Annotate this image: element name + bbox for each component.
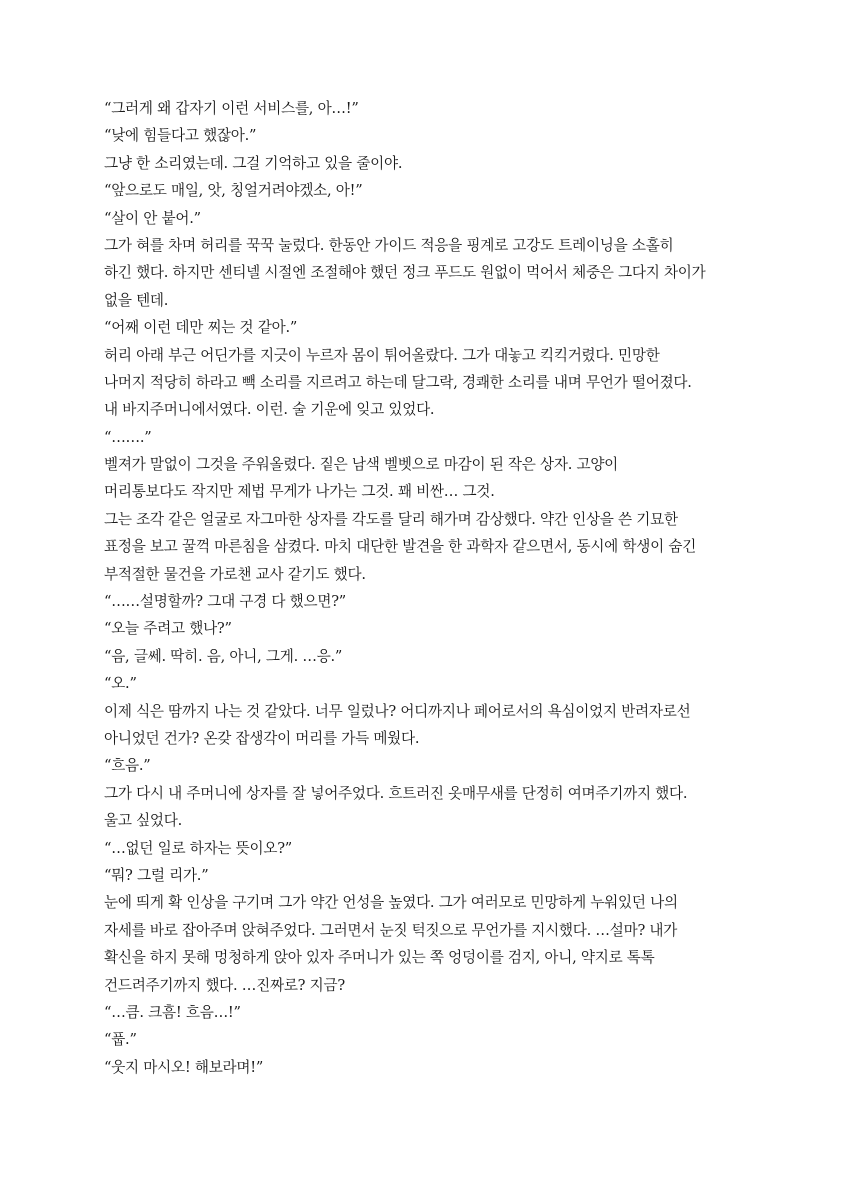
- text-line: 자세를 바로 잡아주며 앉혀주었다. 그러면서 눈짓 턱짓으로 무언가를 지시했다. …설마? 내가: [104, 921, 678, 939]
- text-line: “그러게 왜 갑자기 이런 서비스를, 아…!”: [104, 100, 359, 117]
- document-page: [104, 95, 754, 1081]
- text-line: “앞으로도 매일, 앗, 칭얼거려야겠소, 아!”: [104, 182, 363, 200]
- text-line: 허리 아래 부근 어딘가를 지긋이 누르자 몸이 튀어올랐다. 그가 대놓고 킥킥거렸다. 민망한: [104, 346, 660, 364]
- text-line: “……설명할까? 그대 구경 다 했으면?”: [104, 593, 346, 611]
- text-line: “음, 글쎄. 딱히. 음, 아니, 그게. …응.”: [104, 647, 343, 665]
- text-line: “오.”: [104, 675, 137, 693]
- text-line: 이제 식은 땀까지 나는 것 같았다. 너무 일렀나? 어디까지나 페어로서의 욕심이었지 반려자로선: [104, 702, 691, 720]
- text-line: 눈에 띄게 확 인상을 구기며 그가 약간 언성을 높였다. 그가 여러모로 민망하게 누워있던 나의: [104, 894, 678, 912]
- text-line: 아니었던 건가? 온갖 잡생각이 머리를 가득 메웠다.: [104, 729, 420, 747]
- text-line: 벨져가 말없이 그것을 주워올렸다. 짙은 남색 벨벳으로 마감이 된 작은 상자. 고양이: [104, 456, 619, 474]
- text-line: “살이 안 붙어.”: [104, 209, 201, 227]
- text-line: 그가 다시 내 주머니에 상자를 잘 넣어주었다. 흐트러진 옷매무새를 단정히 여며주기까지 했다.: [104, 784, 688, 802]
- text-line: 나머지 적당히 하라고 빽 소리를 지르려고 하는데 달그락, 경쾌한 소리를 내며 무언가 떨어졌다.: [104, 373, 692, 391]
- text-line: “오늘 주려고 했나?”: [104, 620, 232, 638]
- text-line: 건드려주기까지 했다. …진짜로? 지금?: [104, 976, 345, 994]
- text-line: “…….”: [104, 428, 152, 446]
- text-line: 그가 혀를 차며 허리를 꾹꾹 눌렀다. 한동안 가이드 적응을 핑계로 고강도 트레이닝을 소홀히: [104, 236, 674, 254]
- text-line: 표정을 보고 꿀꺽 마른침을 삼켰다. 마치 대단한 발견을 한 과학자 같으면서, 동시에 학생이 숨긴: [104, 538, 697, 556]
- text-line: “흐음.”: [104, 757, 151, 775]
- text-line: 없을 텐데.: [104, 291, 169, 309]
- text-line: 그냥 한 소리였는데. 그걸 기억하고 있을 줄이야.: [104, 154, 403, 172]
- text-line: “…없던 일로 하자는 뜻이오?”: [104, 839, 292, 857]
- text-line: 내 바지주머니에서였다. 이런. 술 기운에 잊고 있었다.: [104, 401, 435, 419]
- text-line: “뭐? 그럴 리가.”: [104, 866, 209, 884]
- text-line: 확신을 하지 못해 멍청하게 앉아 있자 주머니가 있는 쪽 엉덩이를 검지, 아니, 약지로 톡톡: [104, 949, 655, 967]
- text-line: 부적절한 물건을 가로챈 교사 같기도 했다.: [104, 565, 366, 583]
- text-line: 울고 싶었다.: [104, 812, 183, 830]
- text-line: “풉.”: [104, 1031, 137, 1049]
- text-line: “낮에 힘들다고 했잖아.”: [104, 127, 257, 145]
- text-line: 그는 조각 같은 얼굴로 자그마한 상자를 각도를 달리 해가며 감상했다. 약간 인상을 쓴 기묘한: [104, 510, 678, 528]
- text-line: “웃지 마시오! 해보라며!”: [104, 1058, 264, 1076]
- text-line: 머리통보다도 작지만 제법 무게가 나가는 그것. 꽤 비싼… 그것.: [104, 483, 495, 501]
- text-line: “…큼. 크흠! 흐음…!”: [104, 1003, 241, 1021]
- text-line: 하긴 했다. 하지만 센티넬 시절엔 조절해야 했던 정크 푸드도 원없이 먹어서 체중은 그다지 차이가: [104, 264, 706, 282]
- text-line: “어째 이런 데만 찌는 것 같아.”: [104, 319, 298, 337]
